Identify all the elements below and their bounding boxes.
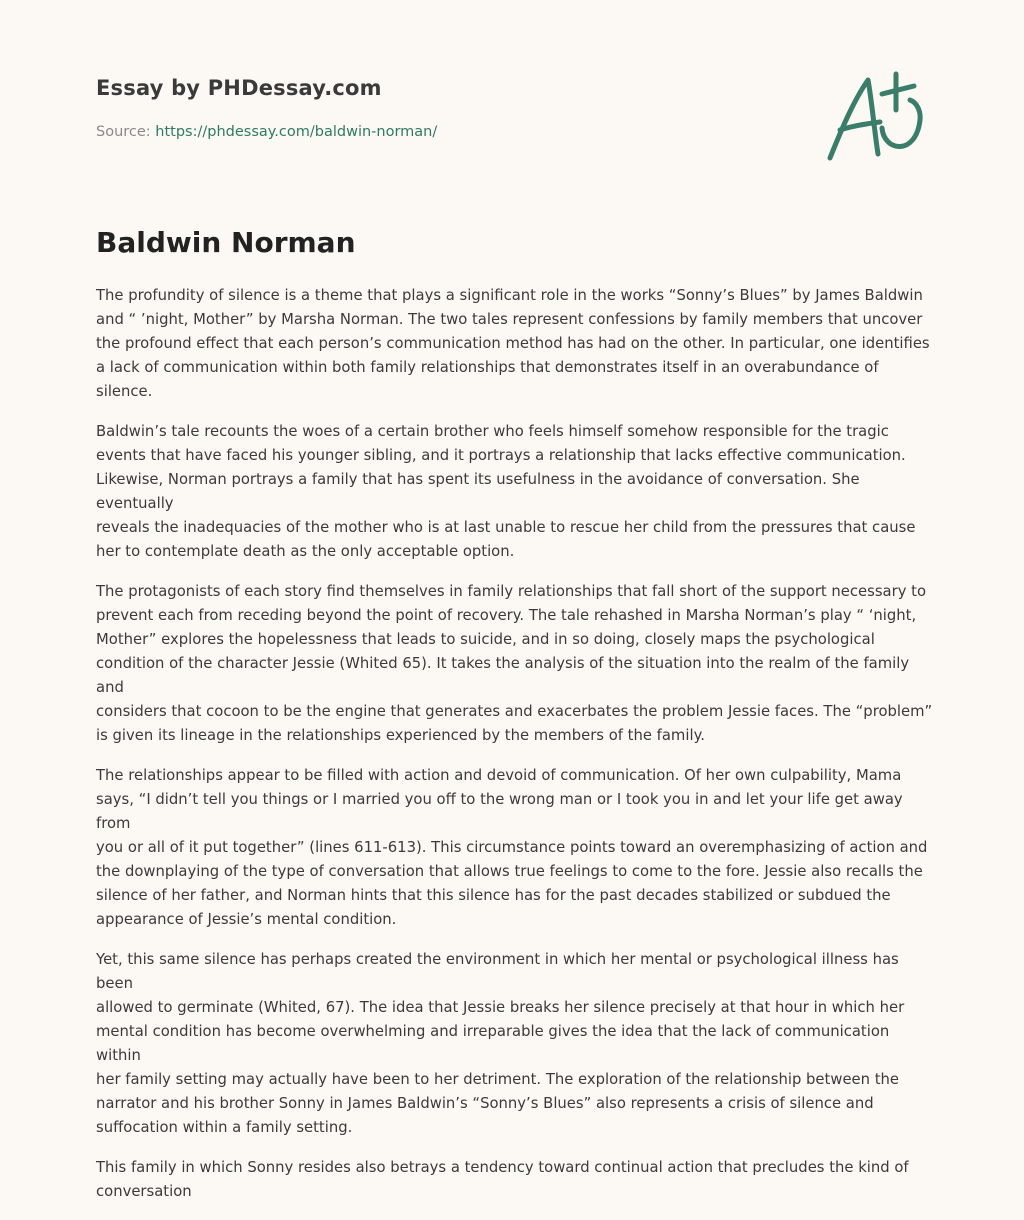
source-line	[96, 124, 437, 140]
essay-paragraph: This family in which Sonny resides also betrays a tendency toward continual action that precludes the kind of conversation	[96, 1159, 909, 1200]
site-title: Essay by PHDessay.com	[96, 76, 382, 100]
essay-paragraph: Yet, this same silence has perhaps created the environment in which her mental or psychological illness has been allowed to germinate (Whited, 67). The idea that Jessie breaks her silence precisely at that hour in which her mental condition has become overwhelming and irreparable gives the idea that the lack of communication within her family setting may actually have been to her detriment. The exploration of the relationship between the narrator and his brother Sonny in James Baldwin’s “Sonny’s Blues” also represents a crisis of silence and suffocation within a family setting.	[96, 951, 905, 1136]
essay-paragraph: The relationships appear to be filled with action and devoid of communication. Of her own culpability, Mama says, “I didn’t tell you things or I married you off to the wrong man or I took you in and let your life get away from you or all of it put together” (lines 611-613). This circumstance points toward an overemphasizing of action and the downplaying of the type of conversation that allows true feelings to come to the fore. Jessie also recalls the silence of her father, and Norman hints that this silence has for the past decades stabilized or subdued the appearance of Jessie’s mental condition.	[96, 767, 928, 928]
essay-paragraph: Baldwin’s tale recounts the woes of a certain brother who feels himself somehow responsible for the tragic events that have faced his younger sibling, and it portrays a relationship that lacks effective communication. Likewise, Norman portrays a family that has spent its usefulness in the avoidance of conversation. She eventually reveals the inadequacies of the mother who is at last unable to rescue her child from the pressures that cause her to contemplate death as the only acceptable option.	[96, 423, 916, 560]
essay-paragraph: The profundity of silence is a theme that plays a significant role in the works “Sonny’s Blues” by James Baldwin and “ ’night, Mother” by Marsha Norman. The two tales represent confessions by family members that uncover the profound effect that each person’s communication method has had on the other. In particular, one identifies a lack of communication within both family relationships that demonstrates itself in an overabundance of silence.	[96, 287, 930, 400]
essay-body	[96, 284, 938, 1220]
source-label: Source:	[96, 124, 151, 140]
essay-paragraph: The protagonists of each story find themselves in family relationships that fall short of the support necessary to prevent each from receding beyond the point of recovery. The tale rehashed in Marsha Norman’s play “ ‘night, Mother” explores the hopelessness that leads to suicide, and in so doing, closely maps the psychological condition of the character Jessie (Whited 65). It takes the analysis of the situation into the realm of the family and considers that cocoon to be the engine that generates and exacerbates the problem Jessie faces. The “problem” is given its lineage in the relationships experienced by the members of the family.	[96, 583, 933, 744]
source-link[interactable]: https://phdessay.com/baldwin-norman/	[155, 124, 438, 140]
a-plus-grade-icon	[820, 66, 932, 168]
essay-title: Baldwin Norman	[96, 226, 356, 259]
